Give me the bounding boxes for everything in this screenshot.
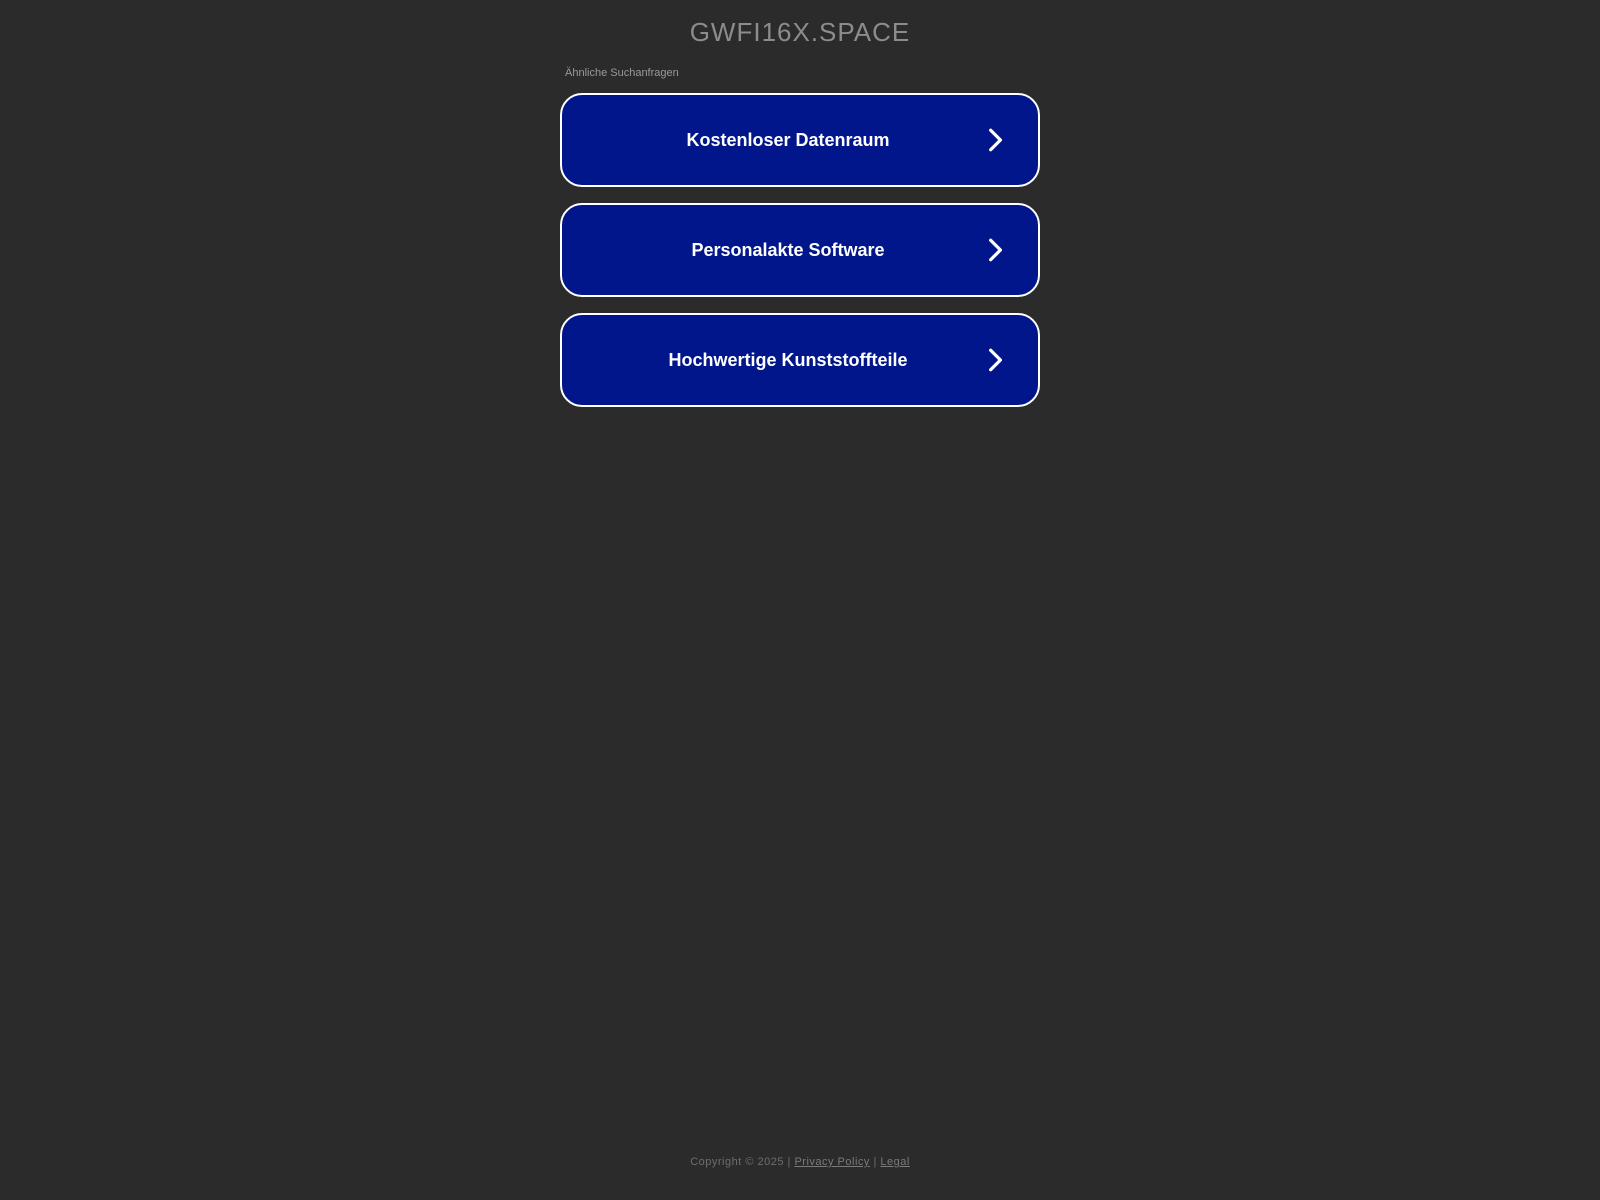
chevron-right-icon: [982, 237, 1008, 263]
related-search-link-personalakte-software[interactable]: [560, 203, 1040, 297]
related-search-label: Kostenloser Datenraum: [686, 129, 890, 150]
site-title: GWFI16X.SPACE: [689, 17, 911, 47]
related-search-link-hochwertige-kunststoffteile[interactable]: [560, 313, 1040, 407]
footer: [0, 1155, 1600, 1169]
privacy-policy-link[interactable]: Privacy Policy: [794, 1156, 870, 1168]
related-search-label: Hochwertige Kunststoffteile: [668, 349, 908, 370]
footer-separator: |: [873, 1156, 877, 1168]
related-searches-label: Ähnliche Suchanfragen: [565, 67, 679, 79]
legal-link[interactable]: Legal: [880, 1156, 910, 1168]
related-searches-list: [560, 93, 1040, 423]
related-search-link-kostenloser-datenraum[interactable]: [560, 93, 1040, 187]
footer-separator: |: [787, 1156, 791, 1168]
related-search-label: Personalakte Software: [691, 239, 885, 260]
chevron-right-icon: [982, 347, 1008, 373]
chevron-right-icon: [982, 127, 1008, 153]
copyright-text: Copyright © 2025: [690, 1156, 784, 1168]
